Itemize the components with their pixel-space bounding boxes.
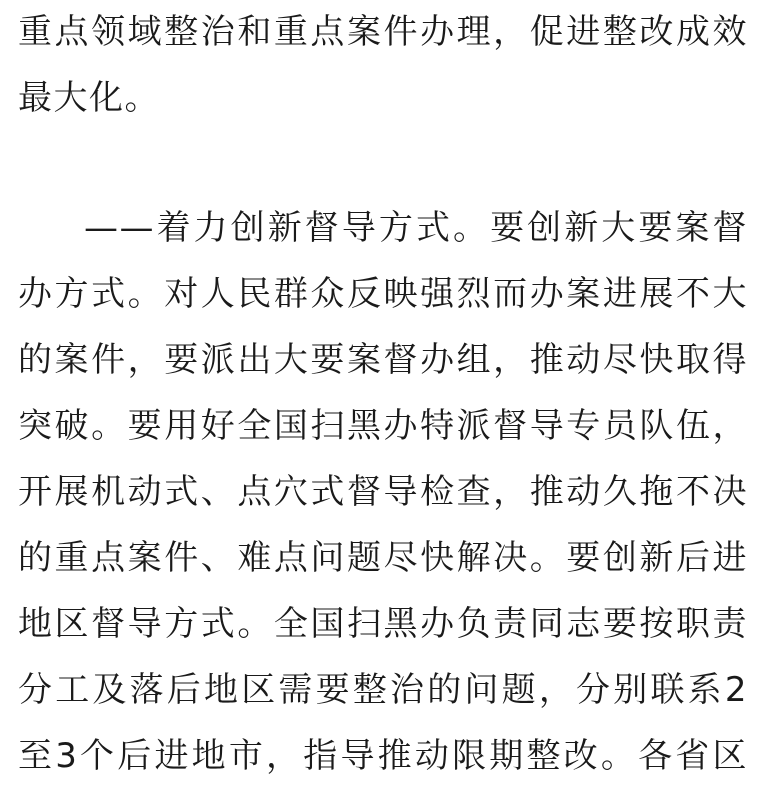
text-line-3: ——着力创新督导方式。要创新大要案督 — [84, 208, 748, 248]
text-line-7: 开展机动式、点穴式督导检查，推动久拖不决 — [18, 472, 748, 512]
text-line-4: 办方式。对人民群众反映强烈而办案进展不大 — [18, 274, 748, 314]
text-line-1: 重点领域整治和重点案件办理，促进整改成效 — [18, 12, 748, 52]
text-line-10: 分工及落后地区需要整治的问题，分别联系2 — [18, 670, 748, 710]
text-line-6: 突破。要用好全国扫黑办特派督导专员队伍， — [18, 406, 748, 446]
text-line-2: 最大化。 — [18, 78, 160, 118]
text-line-9: 地区督导方式。全国扫黑办负责同志要按职责 — [18, 604, 748, 644]
text-line-5: 的案件，要派出大要案督办组，推动尽快取得 — [18, 340, 748, 380]
text-line-8: 的重点案件、难点问题尽快解决。要创新后进 — [18, 538, 748, 578]
text-line-11: 至3个后进地市，指导推动限期整改。各省区 — [18, 736, 748, 776]
